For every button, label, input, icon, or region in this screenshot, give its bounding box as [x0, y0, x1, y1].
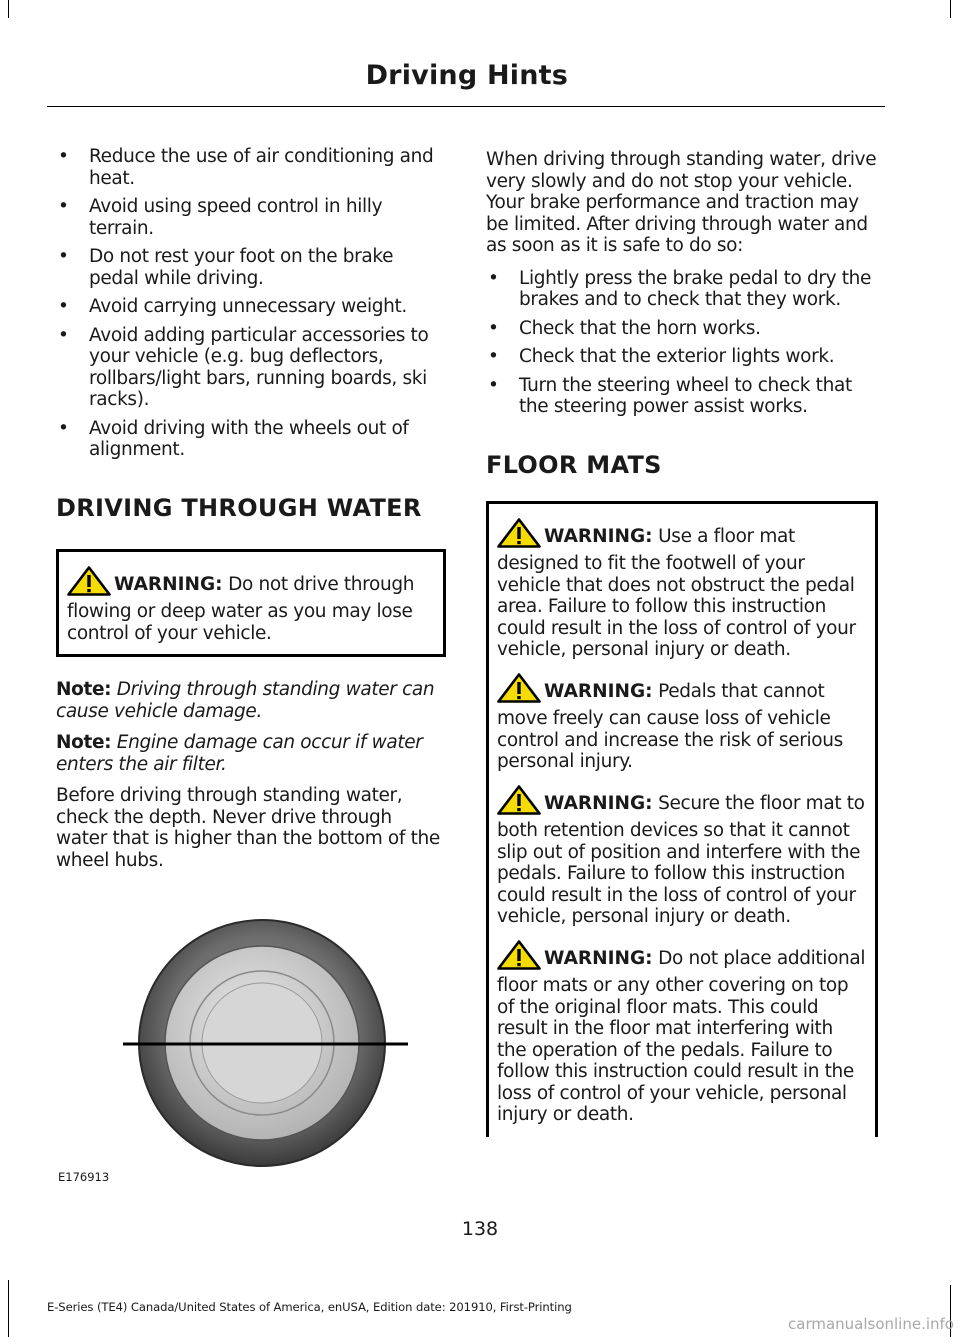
warning-box	[56, 549, 446, 658]
warning-text: Do not drive through flowing or deep water as you may lose control of your vehicle.	[67, 573, 415, 644]
wheel-illustration	[56, 903, 446, 1185]
warning-text: Use a floor mat designed to fit the footwell of your vehicle that does not obstruct the pedal area. Failure to follow this instruction could result in the loss of control of your vehicle, personal injury or death.	[497, 525, 856, 660]
warning-text: Pedals that cannot move freely can cause loss of vehicle control and increase the risk of serious personal injury.	[497, 680, 843, 772]
crop-mark-top-left	[8, 0, 9, 18]
warning-triangle-icon	[67, 566, 111, 602]
section-heading-floor-mats: FLOOR MATS	[486, 450, 662, 479]
body-paragraph: Before driving through standing water, check the depth. Never drive through water that is higher than the bottom of the wheel hubs.	[56, 785, 440, 871]
section-heading-water: DRIVING THROUGH WATER	[56, 493, 422, 522]
page-number: 138	[461, 1218, 499, 1240]
list-item: • Turn the steering wheel to check that the steering power assist works.	[488, 374, 852, 417]
note-paragraph: Note: Engine damage can occur if water enters the air filter.	[56, 732, 423, 775]
warning-text: Secure the floor mat to both retention devices so that it cannot slip out of position and interfere with the pedals. Failure to follow this instruction could result in the loss of control of your vehicle, personal injury or death.	[497, 792, 865, 927]
body-paragraph: When driving through standing water, drive very slowly and do not stop your vehicle. Your brake performance and traction may be limited. After driving through water and as soon as it is safe to do so:	[486, 149, 877, 256]
figure-code: E176913	[58, 1170, 110, 1184]
warning-item	[497, 661, 867, 773]
bullet-icon: •	[58, 324, 69, 346]
warning-label: WARNING:	[544, 680, 653, 702]
warning-item	[497, 928, 867, 1126]
list-item: • Avoid adding particular accessories to your vehicle (e.g. bug deflectors, rollbars/light bars, running boards, ski racks).	[58, 324, 429, 410]
warning-triangle-icon	[497, 518, 541, 554]
note-paragraph: Note: Driving through standing water can cause vehicle damage.	[56, 679, 435, 722]
header-divider	[47, 106, 885, 107]
bullet-icon: •	[488, 317, 499, 339]
right-column	[486, 146, 878, 1137]
watermark-link[interactable]: carmanualsonline.info	[788, 1315, 954, 1333]
list-item: • Avoid using speed control in hilly terrain.	[58, 196, 383, 239]
list-item: • Avoid carrying unnecessary weight.	[58, 296, 407, 317]
crop-mark-top-right	[950, 0, 951, 18]
list-item: • Avoid driving with the wheels out of alignment.	[58, 417, 409, 460]
list-item: • Check that the horn works.	[488, 317, 761, 339]
bullet-icon: •	[58, 417, 69, 439]
page-title: Driving Hints	[365, 60, 568, 91]
warning-label: WARNING:	[114, 573, 223, 595]
left-column	[56, 146, 446, 1185]
warning-label: WARNING:	[544, 947, 653, 969]
edition-footer: E-Series (TE4) Canada/United States of America, enUSA, Edition date: 201910, First-Printing	[47, 1300, 572, 1314]
bullet-icon: •	[58, 196, 69, 217]
warning-label: WARNING:	[544, 525, 653, 547]
wheel-hub-figure	[56, 903, 446, 1185]
warning-text: Do not place additional floor mats or any other covering on top of the original floor mats. This could result in the floor mat interfering with the operation of the pedals. Failure to follow this instruction could result in the loss of control of your vehicle, personal injury or death.	[497, 947, 866, 1125]
bullet-icon: •	[488, 267, 499, 289]
warning-triangle-icon	[497, 785, 541, 821]
warning-triangle-icon	[497, 940, 541, 976]
warning-triangle-icon	[497, 673, 541, 709]
warning-item	[497, 504, 867, 661]
list-item: • Do not rest your foot on the brake pedal while driving.	[58, 246, 394, 289]
warning-item	[67, 552, 435, 645]
warning-label: WARNING:	[544, 792, 653, 814]
after-water-list	[486, 268, 878, 418]
list-item: • Lightly press the brake pedal to dry the brakes and to check that they work.	[488, 267, 872, 310]
bullet-icon: •	[58, 296, 69, 317]
crop-mark-bottom-left	[8, 1280, 9, 1337]
bullet-icon: •	[488, 374, 499, 396]
list-item: • Check that the exterior lights work.	[488, 346, 835, 367]
warning-item	[497, 773, 867, 928]
bullet-icon: •	[58, 146, 69, 167]
list-item: • Reduce the use of air conditioning and heat.	[58, 146, 434, 189]
bullet-icon: •	[488, 346, 499, 367]
warning-box	[486, 501, 878, 1137]
fuel-tips-list	[56, 146, 446, 461]
bullet-icon: •	[58, 246, 69, 267]
